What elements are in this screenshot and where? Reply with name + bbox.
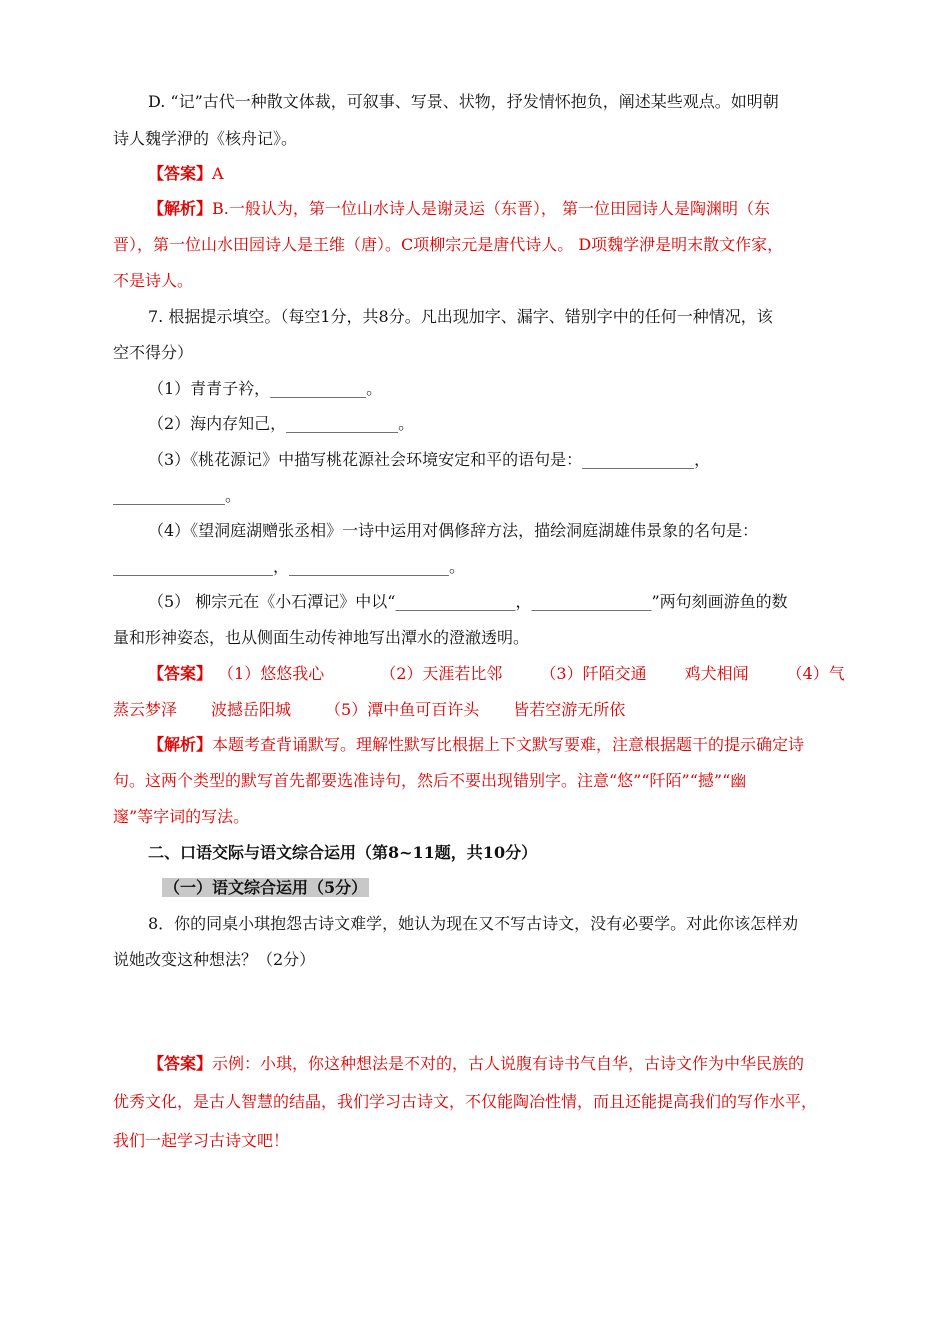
answer-tag: 【答案】 (148, 164, 213, 183)
q7-answer-line1 (148, 663, 845, 685)
q6-analysis-text1: B.一般认为，第一位山水诗人是谢灵运（东晋）， 第一位田园诗人是陶渊明（东 (212, 199, 770, 218)
q7-answer-3b: 鸡犬相闻 (684, 664, 749, 683)
q7-analysis-line2: 句。这两个类型的默写首先都要选准诗句，然后不要出现错别字。注意“悠”“阡陌”“撼”“幽 (113, 771, 747, 790)
q6-answer-value: A (212, 164, 224, 183)
q7-blank-2: （2）海内存知己，______________。 (148, 414, 415, 433)
q7-analysis-text1: 本题考查背诵默写。理解性默写比根据上下文默写要难，注意根据题干的提示确定诗 (212, 735, 805, 754)
q7-stem-line1: 7. 根据提示填空。（每空1分，共8分。凡出现加字、漏字、错别字中的任何一种情况，该 (148, 307, 773, 326)
q6-analysis-line2: 晋），第一位山水田园诗人是王维（唐）。C项柳宗元是唐代诗人。 D项魏学洢是明末散文作家， (113, 235, 784, 254)
q7-answer-4a: （4）气 (786, 664, 845, 683)
q8-stem-line2: 说她改变这种想法？（2分） (113, 950, 316, 969)
q7-answer-1: （1）悠悠我心 (218, 664, 325, 683)
q6-answer (148, 163, 224, 185)
q7-blank-4-line2: ____________________，____________________。 (113, 557, 466, 576)
q7-blank-1: （1）青青子衿，____________。 (148, 379, 383, 398)
q6-analysis-line1 (148, 198, 770, 220)
q8-answer-line3: 我们一起学习古诗文吧！ (113, 1131, 290, 1150)
analysis-tag: 【解析】 (148, 199, 213, 218)
q8-answer-text1: 示例：小琪，你这种想法是不对的，古人说腹有诗书气自华，古诗文作为中华民族的 (212, 1054, 805, 1073)
subtitle-text: （一）语文综合运用（5分） (164, 878, 368, 897)
q7-blank-3-line1: （3）《桃花源记》中描写桃花源社会环境安定和平的语句是：______________， (148, 450, 711, 469)
q8-answer-line2: 优秀文化，是古人智慧的结晶，我们学习古诗文，不仅能陶冶性情，而且还能提高我们的写作水平， (113, 1092, 818, 1111)
q8-stem-line1: 8．你的同桌小琪抱怨古诗文难学，她认为现在又不写古诗文，没有必要学。对此你该怎样劝 (148, 914, 799, 933)
q7-blank-5-line2: 量和形神姿态，也从侧面生动传神地写出潭水的澄澈透明。 (113, 628, 530, 647)
q7-answer-2: （2）天涯若比邻 (380, 664, 503, 683)
q7-stem-line2: 空不得分） (113, 343, 194, 362)
answer-tag: 【答案】 (148, 664, 213, 683)
q7-answer-3a: （3）阡陌交通 (540, 664, 647, 683)
q7-answer-line2 (113, 699, 625, 721)
section-2-subtitle (162, 877, 369, 899)
q7-answer-4c: 波撼岳阳城 (211, 700, 292, 719)
q7-analysis-line3: 邃”等字词的写法。 (113, 807, 250, 826)
q7-analysis-line1 (148, 734, 804, 756)
q8-answer-line1 (148, 1053, 804, 1075)
q6-analysis-line3: 不是诗人。 (113, 271, 194, 290)
q7-blank-4-line1: （4）《望洞庭湖赠张丞相》一诗中运用对偶修辞方法，描绘洞庭湖雄伟景象的名句是： (148, 521, 759, 540)
q7-blank-3-line2: ______________。 (113, 486, 242, 505)
q6-option-d-line1: D. “记”古代一种散文体裁，可叙事、写景、状物，抒发情怀抱负，阐述某些观点。如明朝 (148, 92, 779, 111)
q7-answer-5b: 皆若空游无所依 (513, 700, 626, 719)
q6-option-d-line2: 诗人魏学洢的《核舟记》。 (113, 129, 298, 148)
q7-answer-4b: 蒸云梦泽 (113, 700, 178, 719)
section-2-title: 二、口语交际与语文综合运用（第8~11题，共10分） (148, 843, 538, 862)
answer-tag: 【答案】 (148, 1054, 213, 1073)
analysis-tag: 【解析】 (148, 735, 213, 754)
q7-answer-5a: （5）潭中鱼可百许头 (325, 700, 480, 719)
q7-blank-5-line1: （5） 柳宗元在《小石潭记》中以“_______________，_______________”两句刻画游鱼的数 (148, 592, 788, 611)
